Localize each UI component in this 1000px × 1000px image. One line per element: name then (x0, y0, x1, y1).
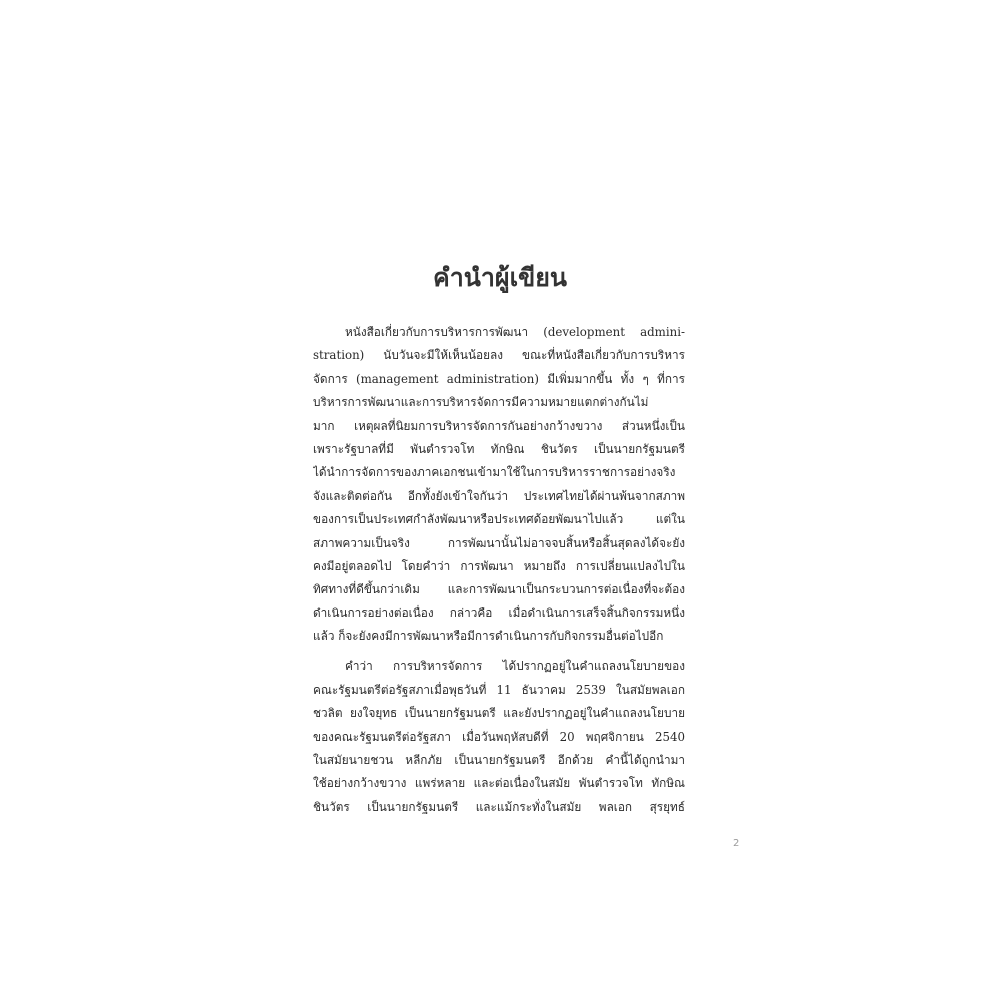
paragraph-1 (313, 321, 685, 648)
paragraph-2 (313, 655, 685, 819)
text-line: คำว่า การบริหารจัดการ ได้ปรากฏอยู่ในคำแถลงนโยบายของ (345, 659, 685, 674)
text-line: ดำเนินการอย่างต่อเนื่อง กล่าวคือ เมื่อดำเนินการเสร็จสิ้นกิจกรรมหนึ่ง (313, 605, 685, 620)
text-line: มาก เหตุผลที่นิยมการบริหารจัดการกันอย่างกว้างขวาง ส่วนหนึ่งเป็น (313, 418, 685, 433)
paragraph-gap (313, 648, 685, 655)
text-line: แล้ว ก็จะยังคงมีการพัฒนาหรือมีการดำเนินการกับกิจกรรมอื่นต่อไปอีก (313, 629, 664, 644)
text-line: ของการเป็นประเทศกำลังพัฒนาหรือประเทศด้อยพัฒนาไปแล้ว แต่ใน (313, 512, 685, 527)
text-line: ของคณะรัฐมนตรีต่อรัฐสภา เมื่อวันพฤหัสบดีที่ 20 พฤศจิกายน 2540 (313, 729, 685, 744)
page-number: 2 (733, 838, 740, 849)
text-line: หนังสือเกี่ยวกับการบริหารการพัฒนา (development admini- (345, 325, 685, 339)
text-line: บริหารการพัฒนาและการบริหารจัดการมีความหมายแตกต่างกันไม่ (313, 395, 649, 410)
text-line: เพราะรัฐบาลที่มี พันตำรวจโท ทักษิณ ชินวัตร เป็นนายกรัฐมนตรี (313, 441, 685, 456)
text-line: ใช้อย่างกว้างขวาง แพร่หลาย และต่อเนื่องในสมัย พันตำรวจโท ทักษิณ (313, 776, 685, 791)
text-line: ในสมัยนายชวน หลีกภัย เป็นนายกรัฐมนตรี อีกด้วย คำนี้ได้ถูกนำมา (313, 753, 685, 768)
text-line: คงมีอยู่ตลอดไป โดยคำว่า การพัฒนา หมายถึง การเปลี่ยนแปลงไปใน (313, 558, 685, 573)
text-line: คณะรัฐมนตรีต่อรัฐสภาเมื่อพุธวันที่ 11 ธันวาคม 2539 ในสมัยพลเอก (313, 682, 685, 697)
text-line: ได้นำการจัดการของภาคเอกชนเข้ามาใช้ในการบริหารราชการอย่างจริง (313, 465, 676, 480)
page-title: คำนำผู้เขียน (433, 263, 567, 292)
text-line: ชินวัตร เป็นนายกรัฐมนตรี และแม้กระทั่งในสมัย พลเอก สุรยุทธ์ (313, 799, 685, 814)
text-line: จัดการ (management administration) มีเพิ่มมากขึ้น ทั้ง ๆ ที่การ (313, 371, 685, 386)
body-text (313, 321, 685, 819)
text-line: ชวลิต ยงใจยุทธ เป็นนายกรัฐมนตรี และยังปรากฏอยู่ในคำแถลงนโยบาย (313, 706, 685, 721)
text-line: จังและติดต่อกัน อีกทั้งยังเข้าใจกันว่า ประเทศไทยได้ผ่านพ้นจากสภาพ (313, 488, 685, 503)
text-line: สภาพความเป็นจริง การพัฒนานั้นไม่อาจจบสิ้นหรือสิ้นสุดลงได้จะยัง (313, 535, 685, 550)
text-line: ทิศทางที่ดีขึ้นกว่าเดิม และการพัฒนาเป็นกระบวนการต่อเนื่องที่จะต้อง (313, 582, 685, 597)
text-line: stration) นับวันจะมีให้เห็นน้อยลง ขณะที่หนังสือเกี่ยวกับการบริหาร (313, 348, 685, 363)
